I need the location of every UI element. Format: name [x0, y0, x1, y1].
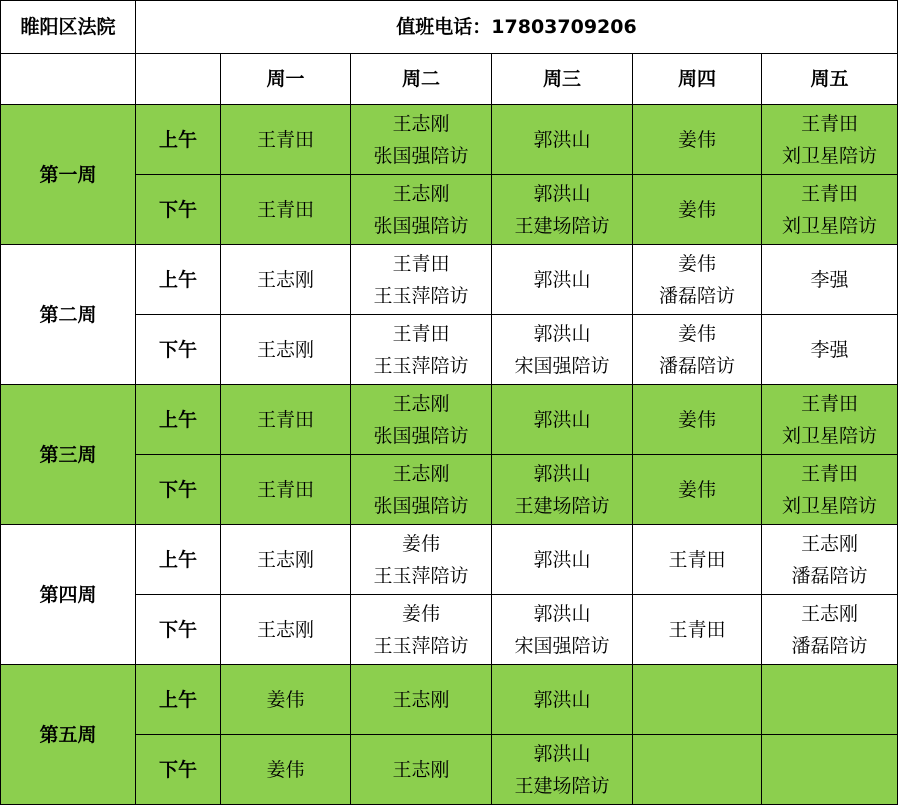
schedule-row [1, 735, 898, 805]
duty-officer-name: 王志刚 [392, 392, 450, 415]
accompanying-officer: 宋国强陪访 [514, 354, 610, 377]
duty-cell [351, 525, 492, 595]
accompanying-officer: 刘卫星陪访 [782, 494, 878, 517]
duty-cell [351, 595, 492, 665]
week-label: 第三周 [1, 385, 136, 525]
duty-cell [221, 315, 351, 385]
accompanying-officer: 刘卫星陪访 [782, 214, 878, 237]
session-label: 上午 [136, 245, 221, 315]
schedule-row [1, 175, 898, 245]
duty-cell [762, 175, 898, 245]
accompanying-officer: 潘磊陪访 [791, 634, 868, 657]
accompanying-officer: 张国强陪访 [373, 144, 469, 167]
duty-cell [633, 455, 762, 525]
header-corner-week [1, 54, 136, 105]
duty-officer-name: 王志刚 [256, 338, 314, 361]
session-label: 下午 [136, 735, 221, 805]
accompanying-officer: 王建场陪访 [514, 494, 610, 517]
duty-cell [351, 455, 492, 525]
accompanying-officer: 王玉萍陪访 [373, 564, 469, 587]
duty-cell [633, 315, 762, 385]
duty-officer-name: 王志刚 [392, 758, 450, 781]
duty-cell [351, 175, 492, 245]
duty-cell [762, 105, 898, 175]
duty-officer-name: 郭洪山 [533, 602, 591, 625]
duty-cell [633, 595, 762, 665]
duty-officer-name: 王青田 [801, 392, 859, 415]
duty-cell [351, 245, 492, 315]
duty-officer-name: 郭洪山 [533, 408, 591, 431]
duty-officer-name: 姜伟 [266, 688, 305, 711]
accompanying-officer: 潘磊陪访 [658, 354, 735, 377]
duty-officer-name: 王青田 [392, 322, 450, 345]
duty-cell [492, 595, 633, 665]
duty-cell [762, 315, 898, 385]
duty-officer-name: 王志刚 [801, 532, 859, 555]
duty-officer-name: 姜伟 [401, 532, 440, 555]
duty-officer-name: 王青田 [256, 408, 314, 431]
accompanying-officer: 王建场陪访 [514, 774, 610, 797]
duty-cell [633, 525, 762, 595]
schedule-row [1, 455, 898, 525]
duty-officer-name: 王志刚 [801, 602, 859, 625]
duty-cell [762, 595, 898, 665]
session-label: 下午 [136, 315, 221, 385]
session-label: 下午 [136, 175, 221, 245]
weekday-header: 周四 [633, 54, 762, 105]
schedule-row [1, 315, 898, 385]
duty-officer-name: 郭洪山 [533, 268, 591, 291]
accompanying-officer: 王玉萍陪访 [373, 634, 469, 657]
duty-cell [492, 245, 633, 315]
duty-officer-name: 王志刚 [256, 618, 314, 641]
duty-cell [633, 105, 762, 175]
duty-officer-name: 王青田 [801, 462, 859, 485]
accompanying-officer: 张国强陪访 [373, 214, 469, 237]
duty-cell [221, 385, 351, 455]
week-label: 第四周 [1, 525, 136, 665]
schedule-row [1, 105, 898, 175]
duty-cell [762, 455, 898, 525]
duty-cell [492, 385, 633, 455]
schedule-row [1, 525, 898, 595]
duty-officer-name: 李强 [810, 268, 849, 291]
duty-cell [633, 385, 762, 455]
duty-cell [762, 665, 898, 735]
duty-phone: 值班电话：17803709206 [136, 1, 898, 54]
duty-cell [492, 665, 633, 735]
session-label: 上午 [136, 385, 221, 455]
weekday-header: 周二 [351, 54, 492, 105]
week-label: 第一周 [1, 105, 136, 245]
duty-cell [762, 735, 898, 805]
schedule-row [1, 595, 898, 665]
duty-officer-name: 姜伟 [266, 758, 305, 781]
duty-cell [762, 245, 898, 315]
session-label: 上午 [136, 105, 221, 175]
duty-officer-name: 王青田 [801, 182, 859, 205]
duty-cell [351, 315, 492, 385]
duty-officer-name: 王青田 [392, 252, 450, 275]
duty-cell [492, 735, 633, 805]
duty-cell [633, 175, 762, 245]
duty-officer-name: 郭洪山 [533, 688, 591, 711]
title-row [1, 1, 898, 54]
duty-officer-name: 姜伟 [401, 602, 440, 625]
session-label: 上午 [136, 525, 221, 595]
accompanying-officer: 王建场陪访 [514, 214, 610, 237]
duty-cell [492, 315, 633, 385]
duty-officer-name: 郭洪山 [533, 742, 591, 765]
duty-cell [221, 665, 351, 735]
accompanying-officer: 王玉萍陪访 [373, 284, 469, 307]
duty-officer-name: 王青田 [256, 478, 314, 501]
accompanying-officer: 潘磊陪访 [791, 564, 868, 587]
duty-cell [221, 735, 351, 805]
header-corner-session [136, 54, 221, 105]
schedule-row [1, 245, 898, 315]
duty-officer-name: 郭洪山 [533, 462, 591, 485]
accompanying-officer: 刘卫星陪访 [782, 424, 878, 447]
duty-officer-name: 郭洪山 [533, 182, 591, 205]
duty-cell [762, 385, 898, 455]
weekday-header-row [1, 54, 898, 105]
duty-officer-name: 王青田 [668, 548, 726, 571]
accompanying-officer: 宋国强陪访 [514, 634, 610, 657]
duty-cell [221, 455, 351, 525]
duty-officer-name: 王青田 [668, 618, 726, 641]
duty-cell [351, 665, 492, 735]
duty-cell [492, 175, 633, 245]
duty-officer-name: 郭洪山 [533, 322, 591, 345]
duty-officer-name: 王志刚 [256, 268, 314, 291]
duty-cell [221, 105, 351, 175]
session-label: 下午 [136, 455, 221, 525]
accompanying-officer: 潘磊陪访 [658, 284, 735, 307]
duty-officer-name: 王青田 [801, 112, 859, 135]
duty-cell [492, 525, 633, 595]
duty-officer-name: 姜伟 [677, 252, 716, 275]
duty-cell [221, 525, 351, 595]
week-label: 第二周 [1, 245, 136, 385]
duty-cell [492, 455, 633, 525]
duty-officer-name: 姜伟 [677, 128, 716, 151]
schedule-row [1, 665, 898, 735]
court-name: 睢阳区法院 [1, 1, 136, 54]
duty-officer-name: 姜伟 [677, 408, 716, 431]
duty-officer-name: 王青田 [256, 128, 314, 151]
duty-officer-name: 王志刚 [392, 182, 450, 205]
duty-cell [221, 245, 351, 315]
duty-cell [633, 735, 762, 805]
duty-cell [221, 595, 351, 665]
week-label: 第五周 [1, 665, 136, 805]
duty-cell [351, 735, 492, 805]
weekday-header: 周五 [762, 54, 898, 105]
duty-cell [492, 105, 633, 175]
duty-officer-name: 姜伟 [677, 198, 716, 221]
duty-officer-name: 郭洪山 [533, 128, 591, 151]
duty-officer-name: 姜伟 [677, 478, 716, 501]
duty-cell [221, 175, 351, 245]
duty-officer-name: 王志刚 [392, 688, 450, 711]
duty-cell [351, 105, 492, 175]
session-label: 下午 [136, 595, 221, 665]
accompanying-officer: 张国强陪访 [373, 494, 469, 517]
weekday-header: 周一 [221, 54, 351, 105]
duty-cell [633, 665, 762, 735]
schedule-row [1, 385, 898, 455]
duty-officer-name: 郭洪山 [533, 548, 591, 571]
session-label: 上午 [136, 665, 221, 735]
weekday-header: 周三 [492, 54, 633, 105]
accompanying-officer: 张国强陪访 [373, 424, 469, 447]
duty-cell [351, 385, 492, 455]
duty-officer-name: 王志刚 [392, 112, 450, 135]
accompanying-officer: 王玉萍陪访 [373, 354, 469, 377]
duty-cell [762, 525, 898, 595]
accompanying-officer: 刘卫星陪访 [782, 144, 878, 167]
duty-officer-name: 王志刚 [392, 462, 450, 485]
duty-officer-name: 王青田 [256, 198, 314, 221]
duty-officer-name: 王志刚 [256, 548, 314, 571]
duty-cell [633, 245, 762, 315]
duty-officer-name: 李强 [810, 338, 849, 361]
duty-officer-name: 姜伟 [677, 322, 716, 345]
